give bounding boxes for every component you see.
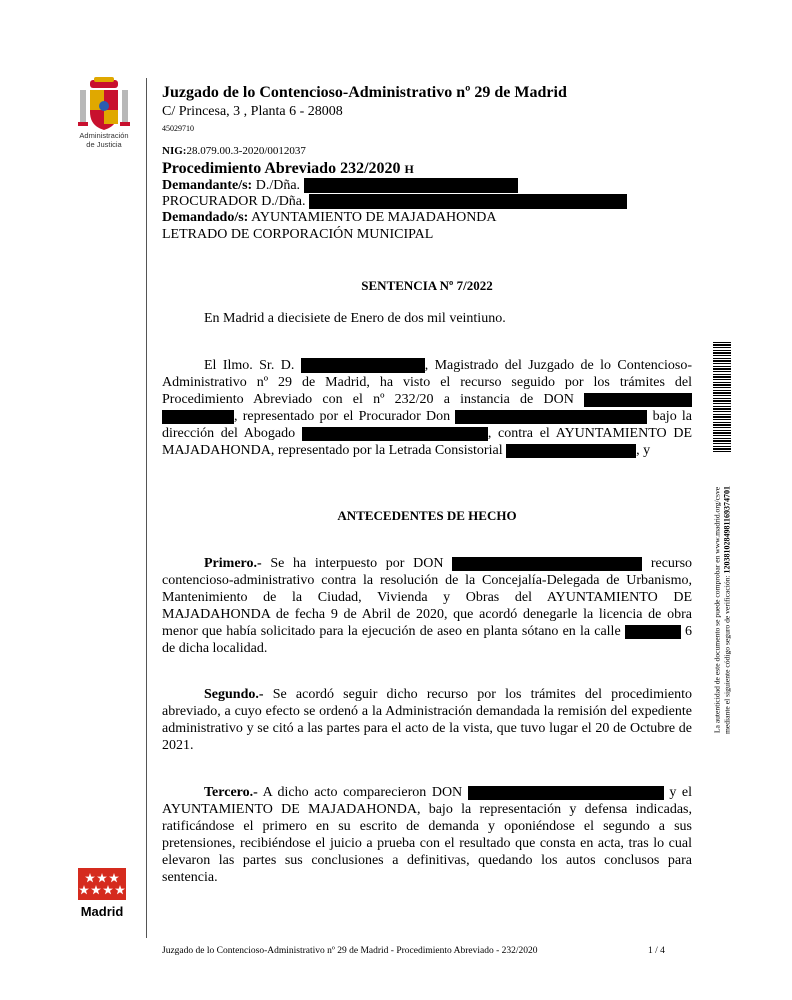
sentence-title: SENTENCIA Nº 7/2022 xyxy=(361,278,493,293)
court-title: Juzgado de lo Contencioso-Administrativo nº 29 de Madrid xyxy=(162,84,567,101)
defendant-line xyxy=(162,210,497,226)
procurador-line xyxy=(162,194,627,210)
margin-divider xyxy=(146,78,147,938)
segundo-text: Se acordó seguir dicho recurso por los trámites del procedimiento abreviado, a cuyo efecto se ordenó a la Administración demandada la remisión del expediente administrativo y se citó a las partes para el acto de la vista, que tuvo lugar el 20 de Octubre de 2021. xyxy=(162,687,693,753)
tercero-paragraph xyxy=(162,784,692,886)
plaintiff-label: Demandante/s: xyxy=(162,178,253,193)
intro-paragraph xyxy=(162,357,692,459)
segundo-label: Segundo.- xyxy=(204,687,264,702)
procedure-number: Procedimiento Abreviado 232/2020 xyxy=(162,160,401,177)
primero-text-1: Se ha interpuesto por DON xyxy=(270,556,444,571)
defendant-value: AYUNTAMIENTO DE MAJADAHONDA xyxy=(251,210,497,225)
procurador-label: PROCURADOR D./Dña. xyxy=(162,194,306,209)
redacted-block xyxy=(309,194,627,209)
redacted-block xyxy=(301,358,425,373)
intro-text-2: , Magistrado del Juzgado de lo Contencioso-Administrativo nº 29 de Madrid, ha visto el recurso seguido por los trámites del Procedimiento Abreviado con el nº 232/20 a instancia de DON xyxy=(162,358,693,407)
plaintiff-value: D./Dña. xyxy=(255,178,301,193)
intro-text-7: y xyxy=(643,443,651,458)
verification-line1: La autenticidad de este documento se puede comprobar en www.madrid.org/csve xyxy=(712,486,722,734)
letrado-line: LETRADO DE CORPORACIÓN MUNICIPAL xyxy=(162,227,434,242)
madrid-flag-icon xyxy=(78,868,126,900)
tercero-text-1: A dicho acto comparecieron DON xyxy=(262,785,463,800)
tercero-label: Tercero.- xyxy=(204,785,258,800)
coat-of-arms-icon xyxy=(76,76,132,132)
intro-text-3: , representado por el Procurador Don xyxy=(234,409,451,424)
primero-label: Primero.- xyxy=(204,556,262,571)
verification-text xyxy=(713,465,732,755)
madrid-label: Madrid xyxy=(80,904,124,919)
court-code: 45029710 xyxy=(162,124,194,133)
segundo-paragraph xyxy=(162,686,692,754)
redacted-block xyxy=(302,427,488,441)
primero-paragraph xyxy=(162,555,692,657)
redacted-block xyxy=(452,557,642,571)
defendant-label: Demandado/s: xyxy=(162,210,249,225)
antecedentes-title: ANTECEDENTES DE HECHO xyxy=(337,508,517,523)
intro-text-6: , xyxy=(636,443,640,458)
date-line: En Madrid a diecisiete de Enero de dos mil veintiuno. xyxy=(204,311,506,326)
barcode-icon xyxy=(713,342,731,452)
verification-code: 1203810284981169374701 xyxy=(722,485,731,574)
primero-text-3: 6 de dicha localidad. xyxy=(162,624,693,656)
procedure-title xyxy=(162,160,414,178)
admin-label-line2: de Justicia xyxy=(86,140,122,149)
redacted-block xyxy=(584,393,692,407)
redacted-block xyxy=(304,178,518,193)
intro-text-5: , contra el AYUNTAMIENTO DE MAJADAHONDA, representado por la Letrada Consistorial xyxy=(162,426,692,458)
redacted-block xyxy=(506,444,636,458)
court-address: C/ Princesa, 3 , Planta 6 - 28008 xyxy=(162,104,343,119)
nig-label: NIG: xyxy=(162,145,187,157)
plaintiff-line xyxy=(162,178,518,194)
redacted-block xyxy=(455,410,647,424)
redacted-block xyxy=(468,786,664,800)
intro-text-1: El Ilmo. Sr. D. xyxy=(204,358,295,373)
intro-text-4: bajo la dirección del Abogado xyxy=(162,409,693,441)
procedure-suffix: H xyxy=(404,162,414,176)
nig-value: 28.079.00.3-2020/0012037 xyxy=(186,145,306,157)
nig-line xyxy=(162,145,306,157)
redacted-block xyxy=(162,410,234,424)
admin-label-line1: Administración xyxy=(79,131,129,140)
verification-line2: mediante el siguiente código seguro de verificación: xyxy=(722,575,731,735)
footer-text: Juzgado de lo Contencioso-Administrativo nº 29 de Madrid - Procedimiento Abreviado - 232/2020 xyxy=(162,946,538,956)
page-number: 1 / 4 xyxy=(648,946,665,956)
administracion-justicia-label xyxy=(66,131,142,149)
redacted-block xyxy=(625,625,681,639)
tercero-text-2: y el AYUNTAMIENTO DE MAJADAHONDA, bajo la representación y defensa indicadas, ratificándose el primero en su escrito de demanda y oponiéndose el segundo a sus pretensiones, recibiéndose el juicio a prueba con el resultado que consta en acta, tras lo cual elevaron las partes sus conclusiones a definitivas, quedando los autos conclusos para sentencia. xyxy=(162,785,693,885)
primero-text-2: recurso contencioso-administrativo contra la resolución de la Concejalía-Delegada de Urbanismo, Mantenimiento de la Ciudad, Vivienda y Obras del AYUNTAMIENTO DE MAJADAHONDA de fecha 9 de Abril de 2020, que acordó denegarle la licencia de obra menor que había solicitado para la ejecución de aseo en planta sótano en la calle xyxy=(162,556,693,639)
